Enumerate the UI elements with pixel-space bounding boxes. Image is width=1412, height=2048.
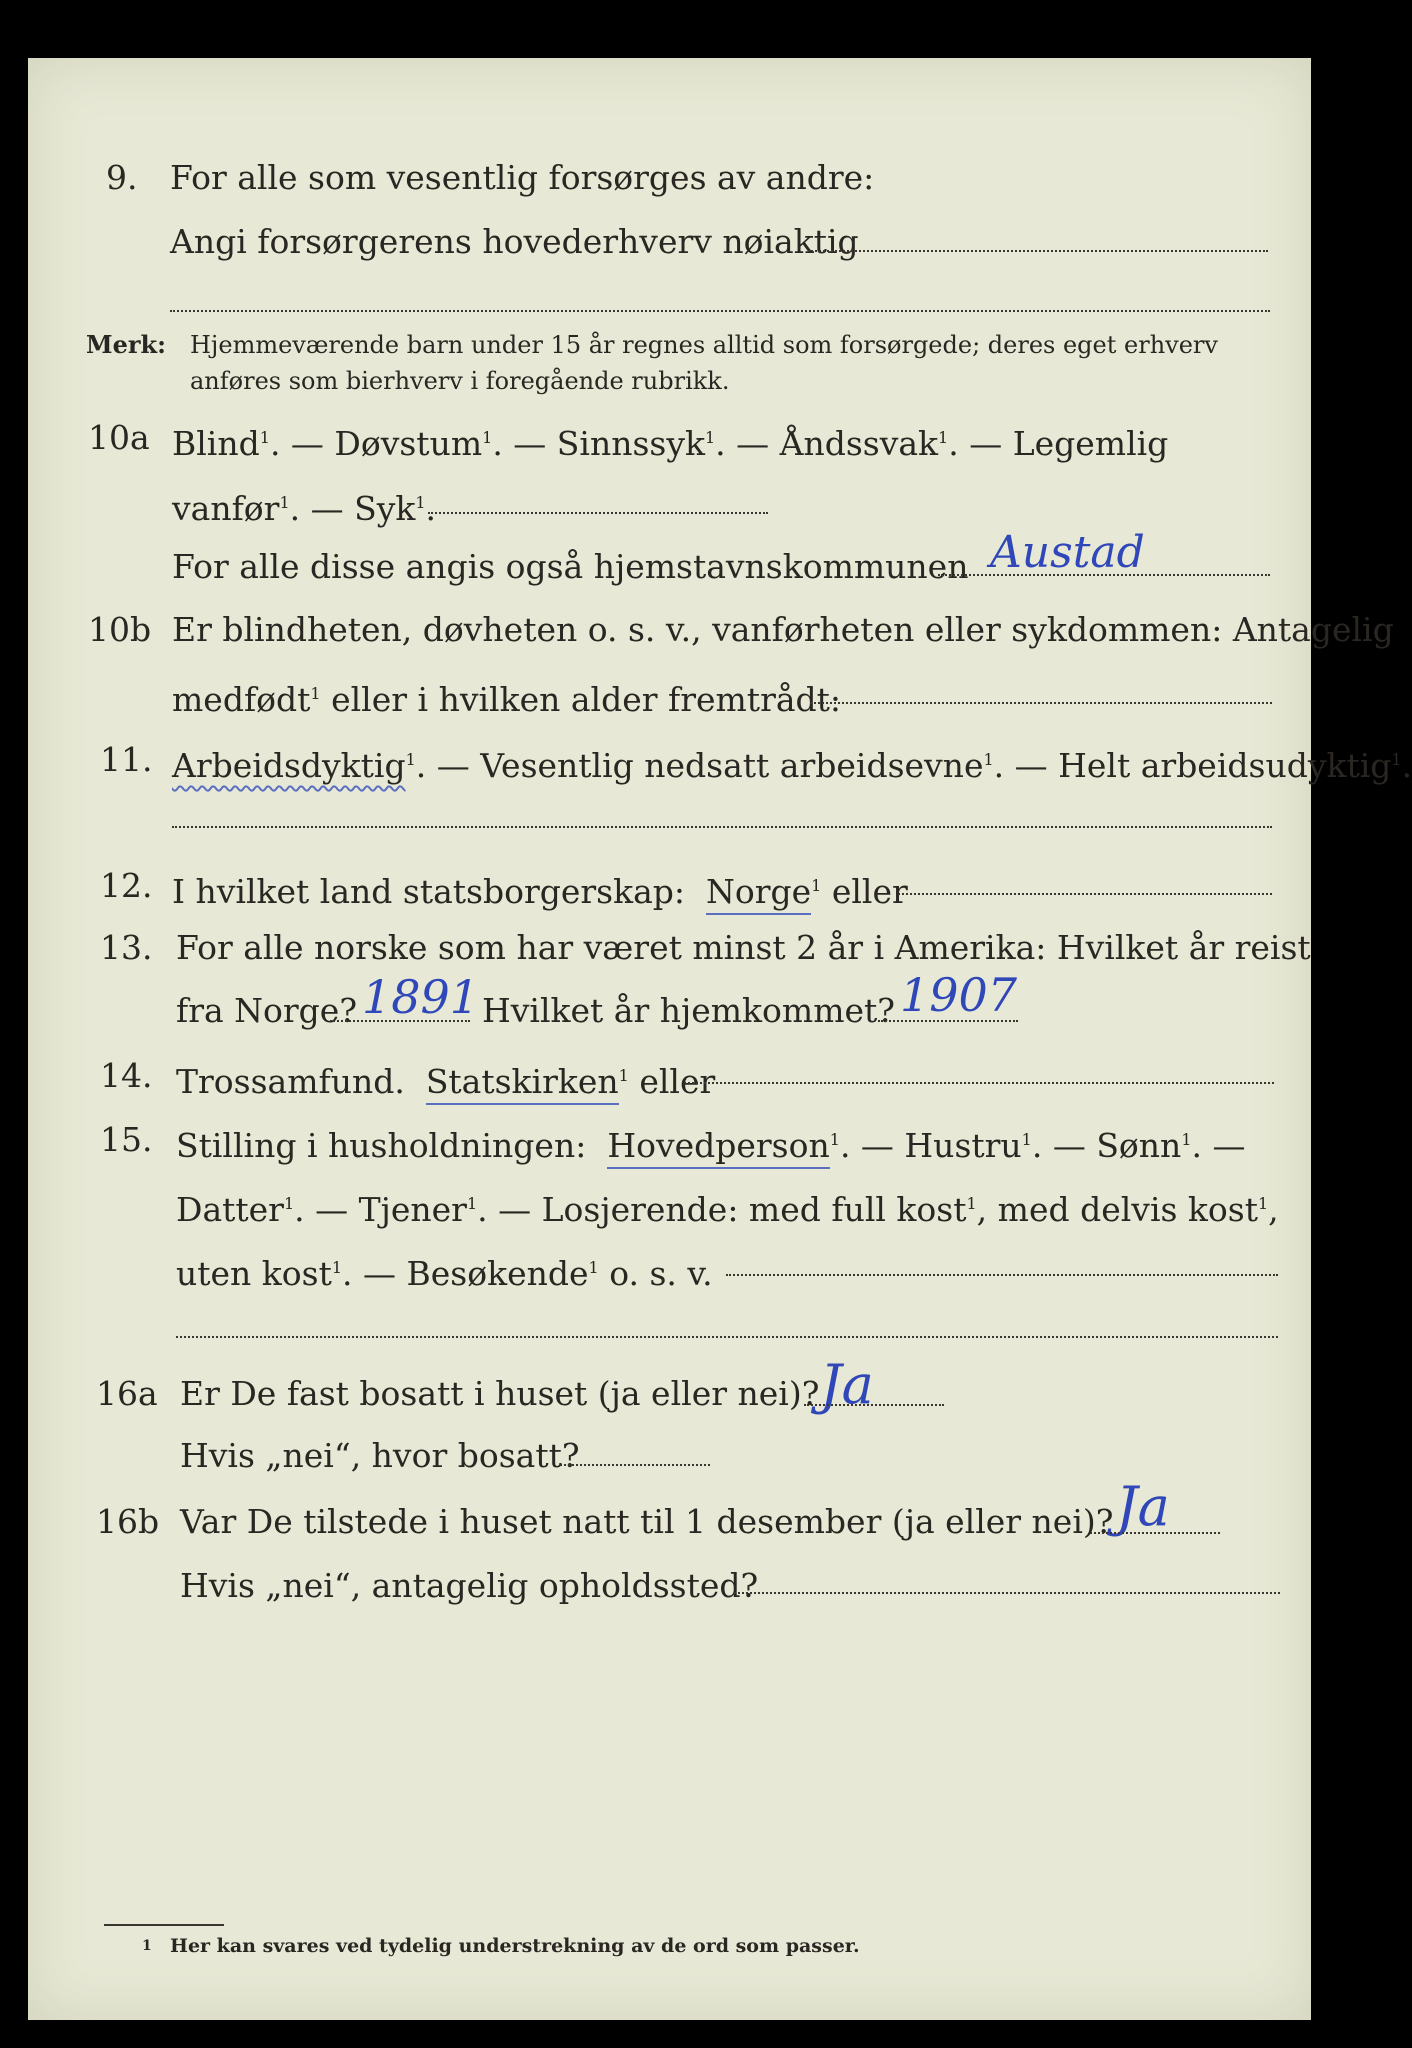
q14-selected-option: Statskirken [426, 1062, 619, 1105]
q15-line3: uten kost$^1$. — Besøkende$^1$ o. s. v. [176, 1254, 713, 1293]
q16a-line1: Er De fast bosatt i huset (ja eller nei)? [180, 1374, 820, 1413]
q16a-where-line [560, 1464, 710, 1466]
q11-selected-option: Arbeidsdyktig [172, 746, 406, 785]
q16b-where-line [734, 1592, 1280, 1594]
q16b-line1: Var De tilstede i huset natt til 1 desember (ja eller nei)? [180, 1502, 1114, 1541]
q13-line1: For alle norske som har været minst 2 år i Amerika: Hvilket år reist [176, 928, 1311, 967]
merk-line1: Hjemmeværende barn under 15 år regnes alltid som forsørgede; deres eget erhverv [190, 331, 1218, 359]
q16a-line2: Hvis „nei“, hvor bosatt? [180, 1436, 580, 1475]
q10b-answer-line [810, 702, 1272, 704]
q9-extra-line [170, 310, 1270, 312]
q16b-answer-line [1090, 1532, 1220, 1534]
q10a-number: 10a [88, 418, 150, 457]
q16b-answer-handwritten: Ja [1116, 1475, 1170, 1538]
q15-extra-line [176, 1336, 1278, 1338]
q13-answer-year-return: 1907 [900, 968, 1018, 1022]
q10b-number: 10b [88, 610, 152, 649]
q15-answer-line [726, 1274, 1278, 1276]
q9-line1: For alle som vesentlig forsørges av andre: [170, 158, 875, 197]
q13-line2b: Hvilket år hjemkommet? [482, 991, 895, 1030]
q9-answer-line [808, 250, 1268, 252]
q12-number: 12. [100, 866, 153, 905]
q16b-number: 16b [96, 1502, 160, 1541]
q16a-answer-handwritten: Ja [820, 1353, 874, 1416]
q14-number: 14. [100, 1056, 153, 1095]
q15-line1: Stilling i husholdningen: Hovedperson$^1$. — Hustru$^1$. — Sønn$^1$. — [176, 1120, 1245, 1166]
merk-line2: anføres som bierhverv i foregående rubrikk. [190, 367, 730, 395]
q12-selected-option: Norge [706, 872, 811, 915]
q11-extra-line [172, 826, 1272, 828]
q10b-line1: Er blindheten, døvheten o. s. v., vanførheten eller sykdommen: Antagelig [172, 610, 1394, 649]
q10a-answer-handwritten: Austad [990, 527, 1145, 578]
footnote-mark: 1 [142, 1938, 152, 1954]
q11-line: Arbeidsdyktig$^1$. — Vesentlig nedsatt arbeidsevne$^1$. — Helt arbeidsudyktig$^1$. [172, 746, 1412, 785]
q14-line: Trossamfund. Statskirken$^1$ eller [176, 1056, 715, 1102]
q12-line: I hvilket land statsborgerskap: Norge$^1$ eller [172, 866, 908, 912]
q13-number: 13. [100, 928, 153, 967]
q9-number: 9. [106, 158, 138, 197]
q16a-number: 16a [96, 1374, 158, 1413]
footnote-text: Her kan svares ved tydelig understrekning av de ord som passer. [170, 1935, 860, 1957]
q9-line2: Angi forsørgerens hovederhverv nøiaktig [170, 222, 859, 261]
q15-number: 15. [100, 1120, 153, 1159]
merk-label: Merk: [86, 330, 166, 359]
q16b-line2: Hvis „nei“, antagelig opholdssted? [180, 1566, 759, 1605]
q10a-line3: For alle disse angis også hjemstavnskommunen [172, 547, 969, 586]
q14-answer-line [684, 1082, 1274, 1084]
q15-selected-option: Hovedperson [607, 1126, 829, 1169]
footnote-rule [104, 1924, 224, 1926]
q10a-syk-line [428, 512, 768, 514]
q13-answer-year-left: 1891 [362, 970, 480, 1024]
q10b-line2: medfødt$^1$ eller i hvilken alder fremtrådt: [172, 680, 842, 719]
q10a-line1: Blind$^1$. — Døvstum$^1$. — Sinnssyk$^1$. — Åndssvak$^1$. — Legemlig [172, 424, 1169, 463]
q15-line2: Datter$^1$. — Tjener$^1$. — Losjerende: med full kost$^1$, med delvis kost$^1$, [176, 1190, 1279, 1229]
q11-number: 11. [100, 740, 153, 779]
q13-answer-line-a [330, 1020, 470, 1022]
q10a-line2: vanfør$^1$. — Syk$^1$. [172, 489, 437, 528]
q13-answer-line-b [878, 1020, 1018, 1022]
q13-line2a: fra Norge? [176, 991, 358, 1030]
q16a-answer-line [804, 1404, 944, 1406]
q12-answer-line [898, 893, 1272, 895]
